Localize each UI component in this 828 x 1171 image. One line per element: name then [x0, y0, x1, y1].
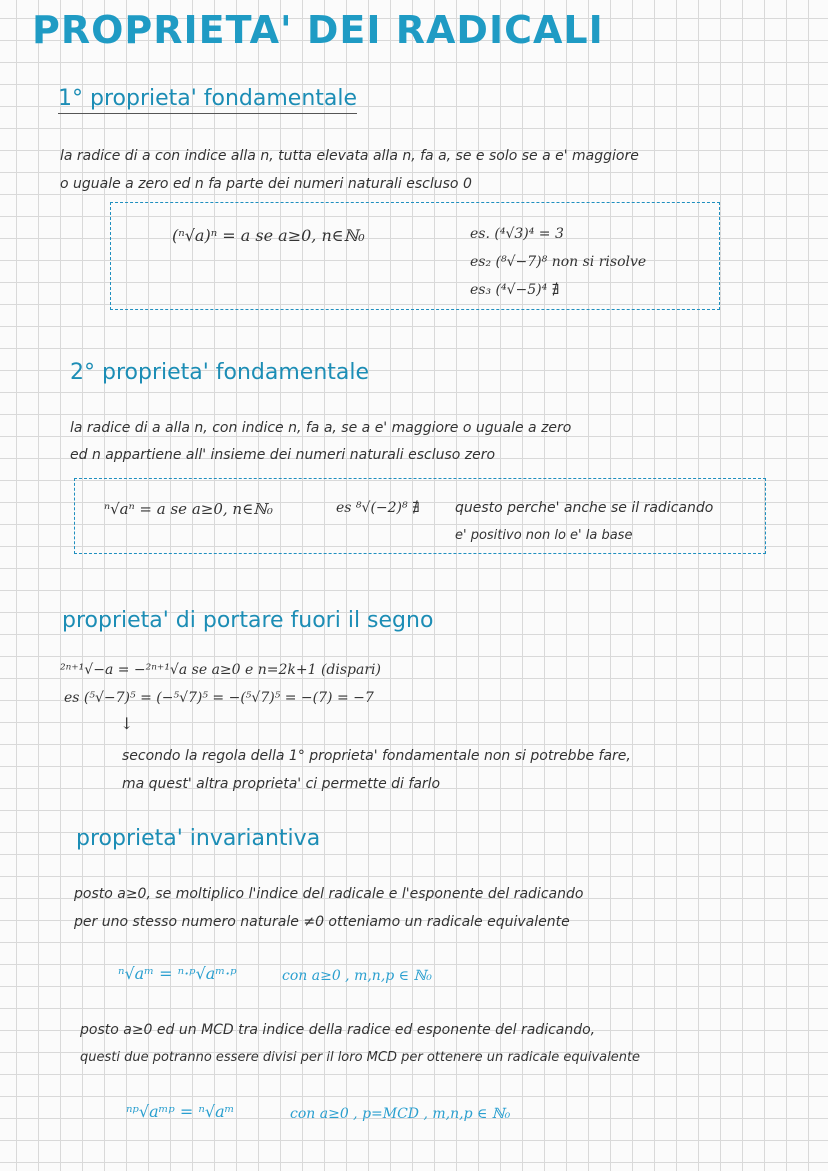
- section-3-heading: proprieta' di portare fuori il segno: [62, 608, 434, 633]
- section-4-line-1: posto a≥0, se moltiplico l'indice del radicale e l'esponente del radicando: [74, 886, 584, 902]
- section-3-note-1: secondo la regola della 1° proprieta' fondamentale non si potrebbe fare,: [122, 748, 631, 764]
- section-1-example-3: es₃ (⁴√−5)⁴ ∄: [470, 282, 560, 298]
- section-4-line-2: per uno stesso numero naturale ≠0 otteniamo un radicale equivalente: [74, 914, 570, 930]
- section-1-line-2: o uguale a zero ed n fa parte dei numeri naturali escluso 0: [60, 176, 472, 192]
- section-4-heading: proprieta' invariantiva: [76, 826, 321, 851]
- section-1-example-2: es₂ (⁸√−7)⁸ non si risolve: [470, 254, 647, 270]
- section-4-line-4: questi due potranno essere divisi per il loro MCD per ottenere un radicale equivalente: [80, 1050, 641, 1065]
- section-2-heading: 2° proprieta' fondamentale: [70, 360, 370, 385]
- section-3-formula: ²ⁿ⁺¹√−a = −²ⁿ⁺¹√a se a≥0 e n=2k+1 (dispari): [60, 662, 381, 678]
- section-4-condition-2: con a≥0 , p=MCD , m,n,p ∈ ℕ₀: [290, 1106, 511, 1122]
- section-3-note-2: ma quest' altra proprieta' ci permette di farlo: [122, 776, 441, 792]
- section-3-example: es (⁵√−7)⁵ = (−⁵√7)⁵ = −(⁵√7)⁵ = −(7) = −7: [64, 690, 374, 706]
- section-4-formula-2: ⁿᵖ√aᵐᵖ = ⁿ√aᵐ: [126, 1102, 235, 1121]
- section-1-example-1: es. (⁴√3)⁴ = 3: [470, 226, 564, 242]
- section-4-formula-1: ⁿ√aᵐ = ⁿ·ᵖ√aᵐ·ᵖ: [118, 964, 237, 983]
- section-2-note-1: questo perche' anche se il radicando: [455, 500, 714, 516]
- section-4-line-3: posto a≥0 ed un MCD tra indice della radice ed esponente del radicando,: [80, 1022, 596, 1038]
- section-1-line-1: la radice di a con indice alla n, tutta elevata alla n, fa a, se e solo se a e' maggiore: [60, 148, 639, 164]
- section-2-note-2: e' positivo non lo e' la base: [455, 528, 633, 543]
- section-2-line-1: la radice di a alla n, con indice n, fa a, se a e' maggiore o uguale a zero: [70, 420, 572, 436]
- section-4-condition-1: con a≥0 , m,n,p ∈ ℕ₀: [282, 968, 432, 984]
- section-1-formula: (ⁿ√a)ⁿ = a se a≥0, n∈ℕ₀: [172, 226, 365, 245]
- section-2-example: es ⁸√(−2)⁸ ∄: [336, 500, 420, 516]
- section-3-arrow: ↓: [120, 714, 134, 733]
- section-1-heading: 1° proprieta' fondamentale: [58, 86, 357, 114]
- section-2-line-2: ed n appartiene all' insieme dei numeri naturali escluso zero: [70, 447, 496, 463]
- section-2-formula: ⁿ√aⁿ = a se a≥0, n∈ℕ₀: [104, 500, 273, 518]
- page-title: PROPRIETA' DEI RADICALI: [32, 8, 604, 52]
